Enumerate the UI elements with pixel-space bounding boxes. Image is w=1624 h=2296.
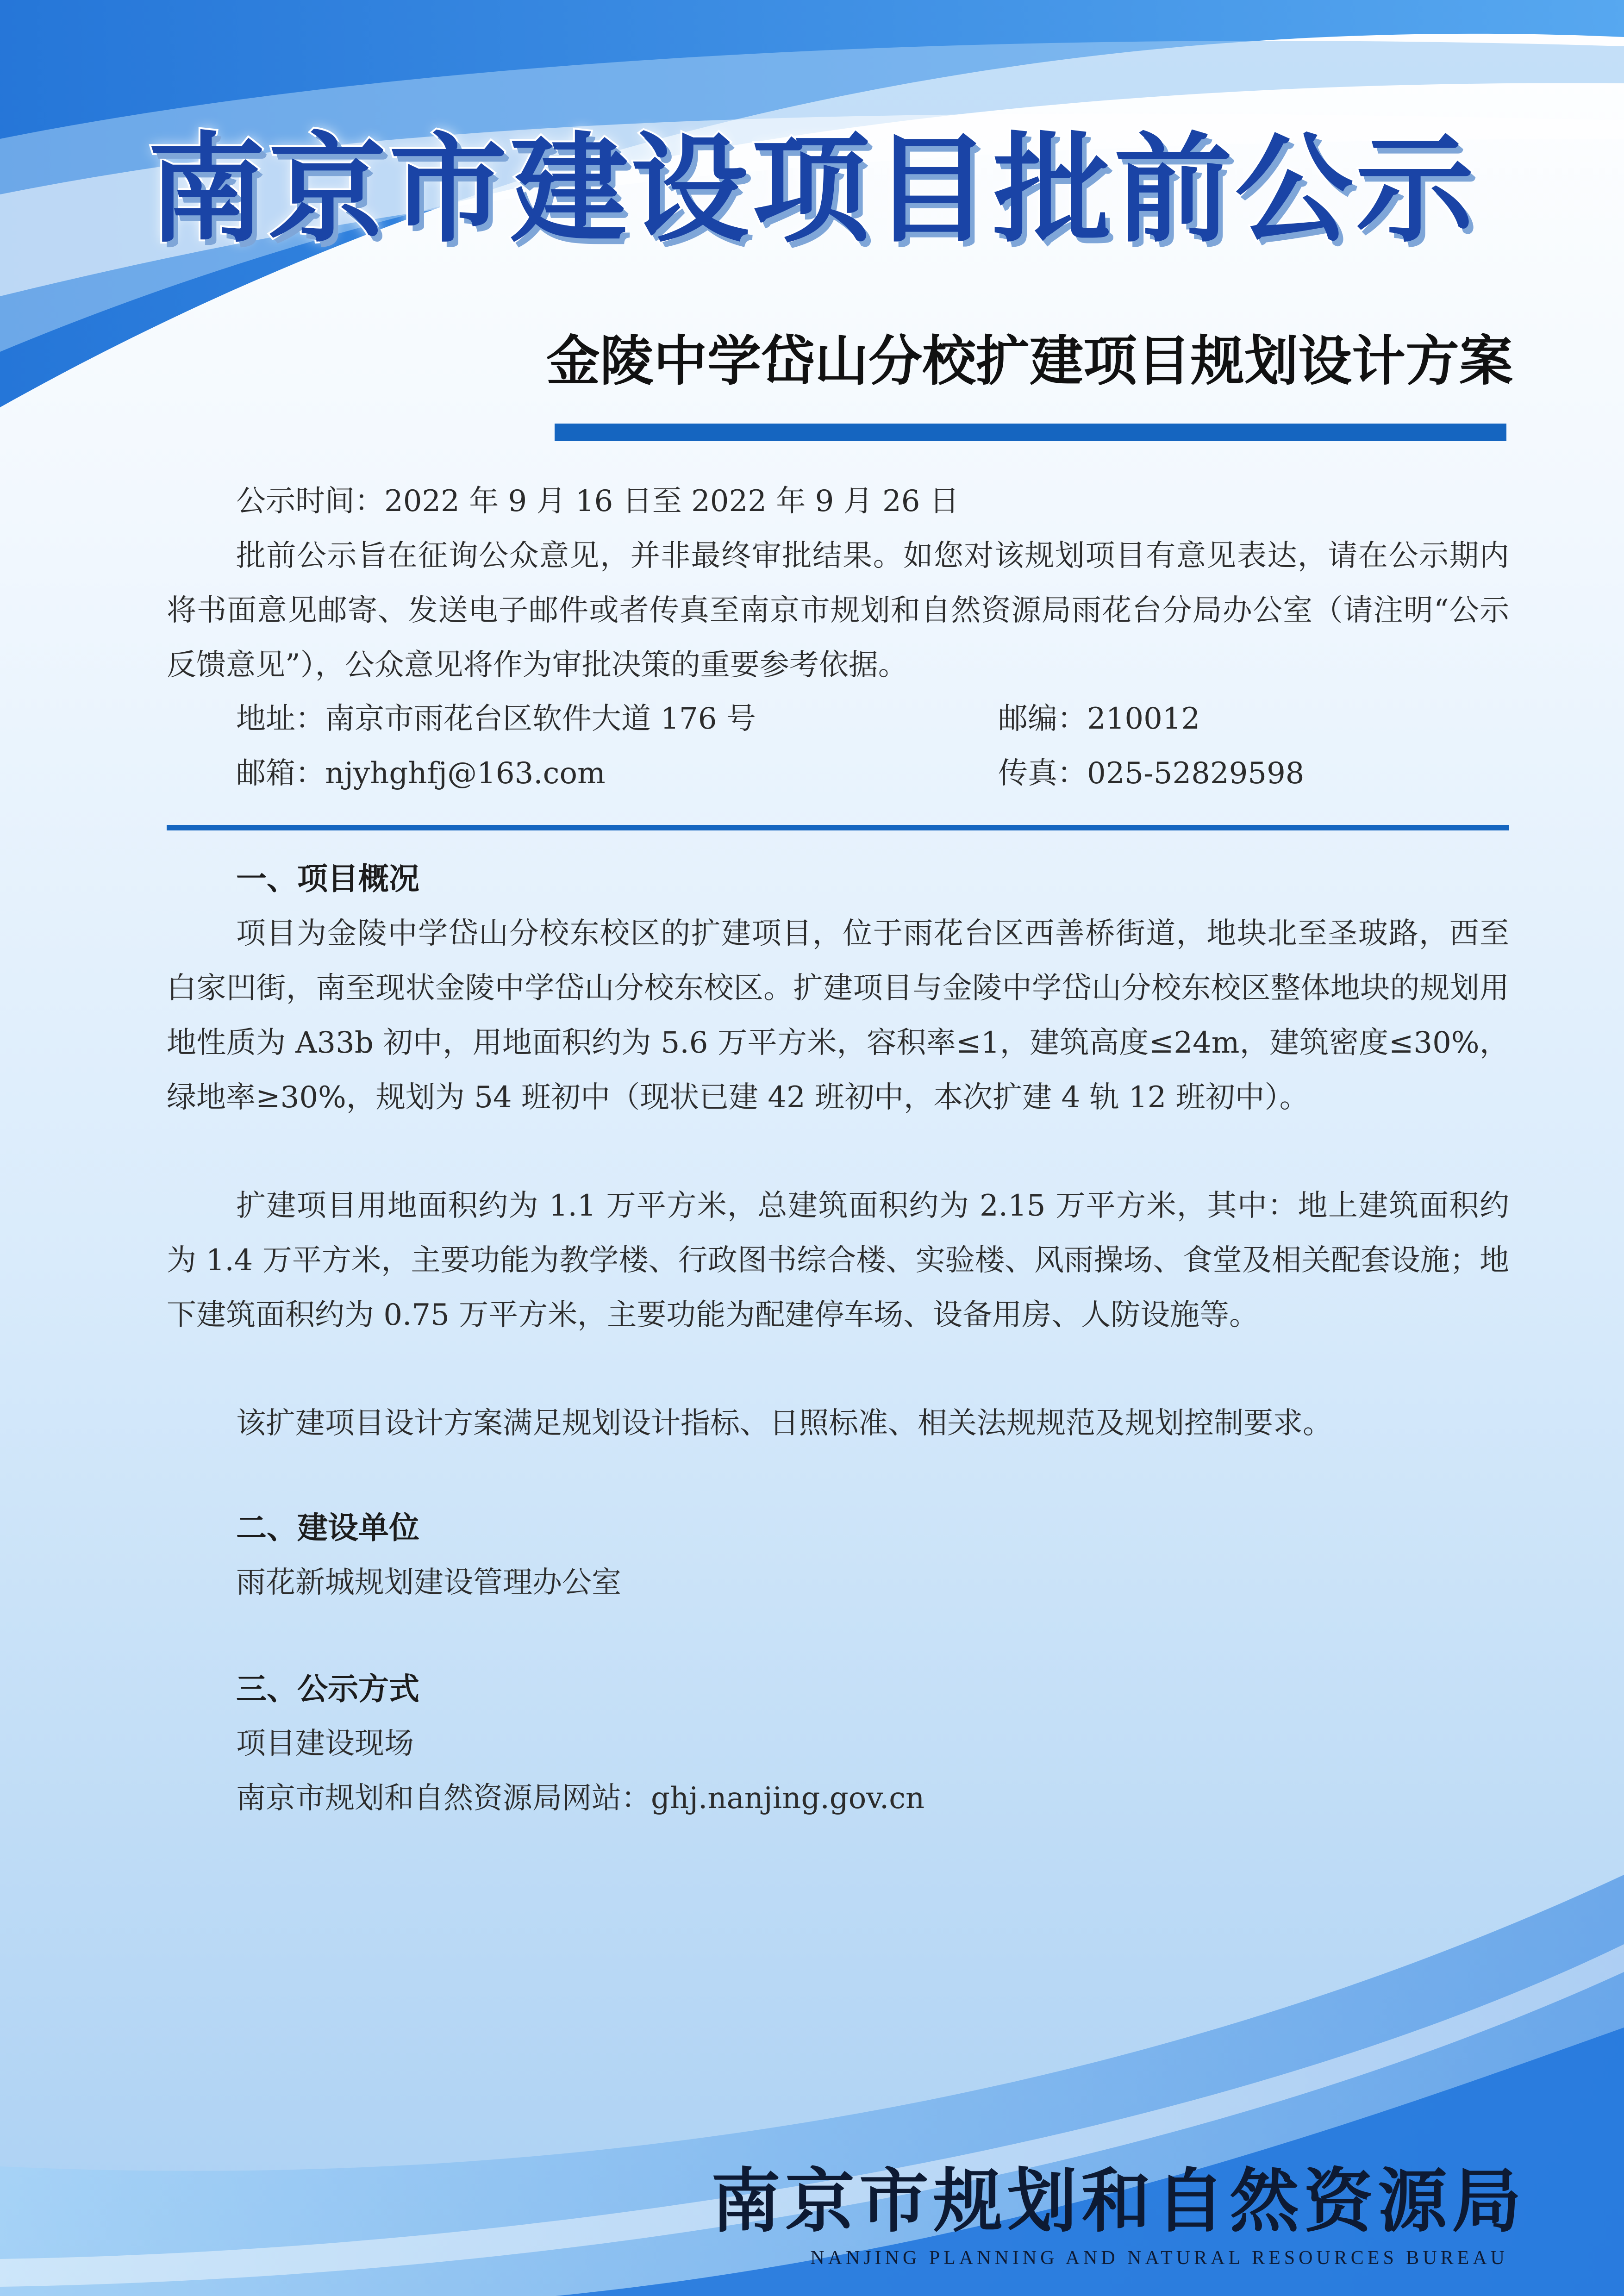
notice-address: 地址：南京市雨花台区软件大道 176 号 <box>236 702 756 736</box>
notice-intro: 批前公示旨在征询公众意见，并非最终审批结果。如您对该规划项目有意见表达，请在公示期内将书面意见邮寄、发送电子邮件或者传真至南京市规划和自然资源局雨花台分局办公室（请注明“公示反馈意见”），公众意见将作为审批决策的重要参考依据。 <box>167 539 1509 682</box>
notice-email: 邮箱：njyhghfj@163.com <box>236 756 606 791</box>
overview-paragraph-2: 扩建项目用地面积约为 1.1 万平方米，总建筑面积约为 2.15 万平方米，其中：地上建筑面积约为 1.4 万平方米，主要功能为教学楼、行政图书综合楼、实验楼、风雨操场、食堂及相关配套设施；地下建筑面积约为 0.75 万平方米，主要功能为配建停车场、设备用房、人防设施等。 <box>167 1189 1509 1332</box>
footer-org-name: 南京市规划和自然资源局 <box>711 2160 1526 2242</box>
method-site: 项目建设现场 <box>236 1727 414 1761</box>
heading-overview: 一、项目概况 <box>236 861 419 897</box>
notice-postcode: 邮编：210012 <box>998 702 1200 736</box>
main-title: 南京市建设项目批前公示 <box>147 120 1477 259</box>
overview-paragraph-3: 该扩建项目设计方案满足规划设计指标、日照标准、相关法规规范及规划控制要求。 <box>236 1406 1332 1441</box>
heading-builder: 二、建设单位 <box>236 1510 419 1546</box>
notice-fax: 传真：025-52829598 <box>998 756 1305 791</box>
notice-period: 公示时间：2022 年 9 月 16 日至 2022 年 9 月 26 日 <box>236 484 959 518</box>
method-website: 南京市规划和自然资源局网站：ghj.nanjing.gov.cn <box>236 1781 925 1816</box>
overview-paragraph-1: 项目为金陵中学岱山分校东校区的扩建项目，位于雨花台区西善桥街道，地块北至圣玻路，西至白家凹街，南至现状金陵中学岱山分校东校区。扩建项目与金陵中学岱山分校东校区整体地块的规划用地性质为 A33b 初中，用地面积约为 5.6 万平方米，容积率≤1，建筑高度≤24m，建筑密度≤30%，绿地率≥30%，规划为 54 班初中（现状已建 42 班初中，本次扩建 4 轨 12 班初中）。 <box>167 917 1509 1115</box>
title-underline <box>555 424 1506 441</box>
builder-name: 雨花新城规划建设管理办公室 <box>236 1566 621 1600</box>
heading-method: 三、公示方式 <box>236 1671 419 1707</box>
section-divider <box>167 825 1509 830</box>
footer-org-english: NANJING PLANNING AND NATURAL RESOURCES BUREAU <box>810 2247 1508 2269</box>
sub-title: 金陵中学岱山分校扩建项目规划设计方案 <box>546 330 1513 393</box>
